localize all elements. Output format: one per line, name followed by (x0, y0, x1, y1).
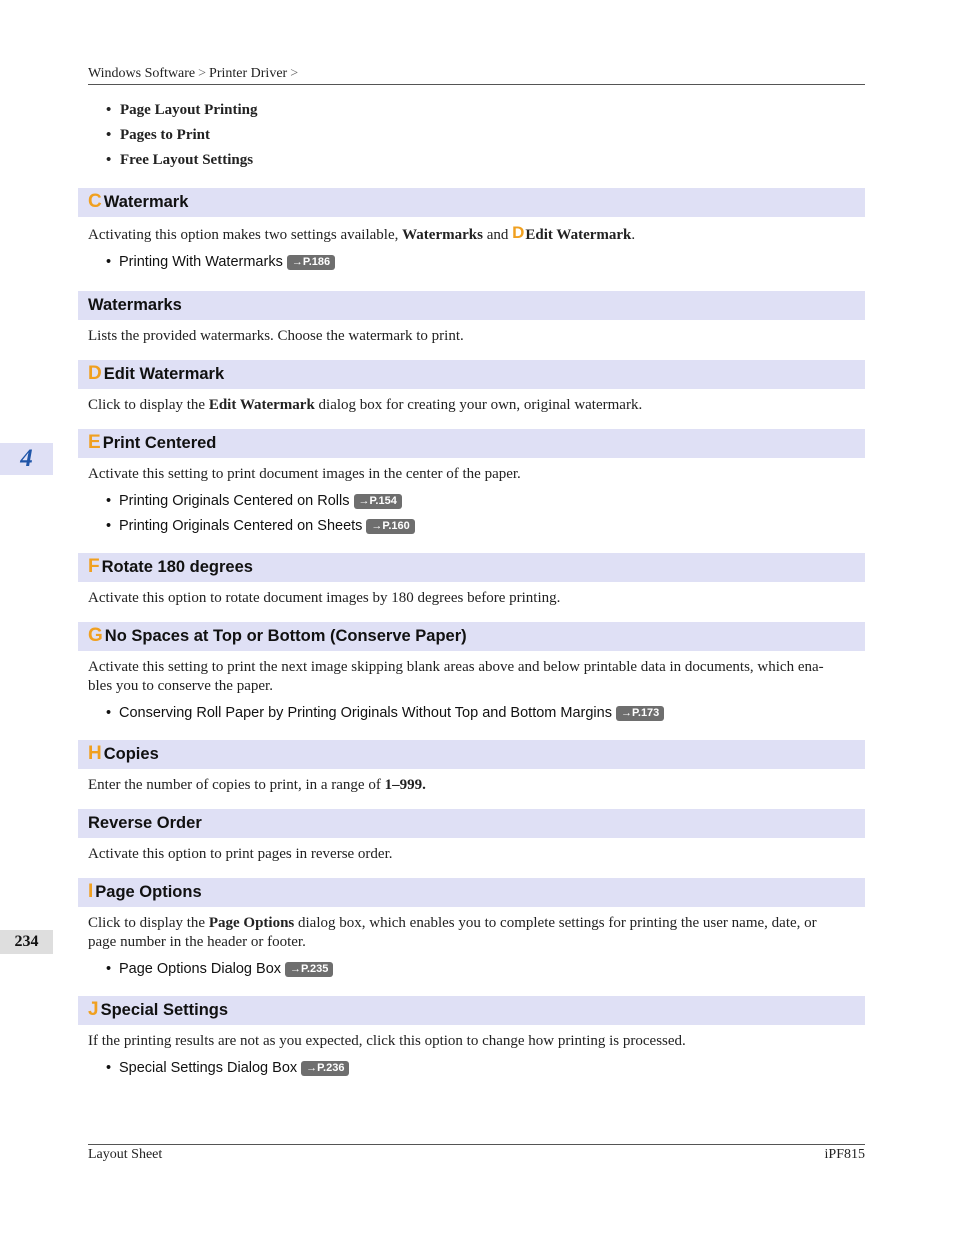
section-letter: H (88, 742, 102, 764)
section-title-copies: H Copies (78, 740, 865, 769)
inline-letter: D (512, 223, 525, 242)
section-watermarks (78, 291, 865, 346)
section-special-settings (78, 996, 865, 1083)
section-no-spaces (78, 622, 865, 728)
section-letter: F (88, 555, 100, 577)
section-title-no-spaces: G No Spaces at Top or Bottom (Conserve Paper) (78, 622, 865, 651)
section-title-watermark: C Watermark (78, 188, 865, 217)
section-title-reverse-order: Reverse Order (78, 809, 865, 838)
section-print-centered (78, 429, 865, 541)
section-letter: D (88, 362, 102, 384)
reference-link[interactable]: • Printing Originals Centered on Rolls →P.154 (106, 491, 865, 516)
breadcrumb-separator: > (290, 66, 299, 81)
page-ref-badge[interactable]: →P.173 (616, 706, 664, 721)
page-number: 234 (0, 930, 53, 954)
reference-links (78, 1058, 865, 1083)
section-text: Enter the number of copies to print, in a range of 1–999. (88, 777, 426, 793)
reference-links (78, 703, 865, 728)
section-text: Activate this setting to print the next image skipping blank areas above and below printable data in documents, which ena- bles you to conserve the paper. (88, 659, 824, 694)
section-copies (78, 740, 865, 795)
reference-link[interactable]: • Printing Originals Centered on Sheets →P.160 (106, 516, 865, 541)
reference-links (78, 252, 865, 277)
section-title-page-options: I Page Options (78, 878, 865, 907)
chapter-tab[interactable]: 4 (0, 443, 53, 475)
section-title-watermarks: Watermarks (78, 291, 865, 320)
section-watermark (78, 188, 865, 277)
breadcrumb (88, 66, 865, 85)
section-letter: E (88, 431, 101, 453)
page-ref-badge[interactable]: →P.160 (366, 519, 414, 534)
footer-title: Layout Sheet (88, 1147, 163, 1162)
top-bullet-list (106, 100, 258, 175)
reference-links (78, 959, 865, 984)
section-letter: C (88, 190, 102, 212)
reference-link[interactable]: • Page Options Dialog Box →P.235 (106, 959, 865, 984)
reference-links (78, 491, 865, 541)
section-edit-watermark (78, 360, 865, 415)
main-content (78, 188, 865, 1097)
section-letter: G (88, 624, 103, 646)
section-text: Activate this setting to print document images in the center of the paper. (88, 466, 521, 482)
footer-model: iPF815 (824, 1147, 865, 1162)
section-title-rotate: F Rotate 180 degrees (78, 553, 865, 582)
section-page-options (78, 878, 865, 984)
section-letter: I (88, 880, 94, 902)
breadcrumb-windows-software[interactable]: Windows Software (88, 66, 196, 81)
page-ref-badge[interactable]: →P.154 (354, 494, 402, 509)
section-text: Activating this option makes two settings available, Watermarks and DEdit Watermark. (88, 223, 636, 243)
section-text: If the printing results are not as you expected, click this option to change how printing is processed. (88, 1033, 686, 1049)
breadcrumb-printer-driver[interactable]: Printer Driver (209, 66, 288, 81)
list-item: • Pages to Print (106, 127, 210, 143)
section-text: Activate this option to print pages in reverse order. (88, 846, 393, 862)
section-text: Lists the provided watermarks. Choose the watermark to print. (88, 328, 464, 344)
reference-link[interactable]: • Special Settings Dialog Box →P.236 (106, 1058, 865, 1083)
reference-link[interactable]: • Printing With Watermarks →P.186 (106, 252, 865, 277)
section-title-edit-watermark: D Edit Watermark (78, 360, 865, 389)
section-text: Activate this option to rotate document images by 180 degrees before printing. (88, 590, 561, 606)
page-ref-badge[interactable]: →P.236 (301, 1061, 349, 1076)
section-text: Click to display the Edit Watermark dialog box for creating your own, original watermark. (88, 397, 643, 413)
page-ref-badge[interactable]: →P.186 (287, 255, 335, 270)
list-item: • Page Layout Printing (106, 102, 258, 118)
section-text: Click to display the Page Options dialog box, which enables you to complete settings for printing the user name, date, or page number in the header or footer. (88, 915, 817, 950)
section-rotate (78, 553, 865, 608)
list-item: • Free Layout Settings (106, 152, 254, 168)
page-ref-badge[interactable]: →P.235 (285, 962, 333, 977)
footer (88, 1144, 865, 1163)
section-reverse-order (78, 809, 865, 864)
reference-link[interactable]: • Conserving Roll Paper by Printing Originals Without Top and Bottom Margins →P.173 (106, 703, 865, 728)
section-title-special-settings: J Special Settings (78, 996, 865, 1025)
section-title-print-centered: E Print Centered (78, 429, 865, 458)
section-letter: J (88, 998, 99, 1020)
breadcrumb-separator: > (198, 66, 207, 81)
